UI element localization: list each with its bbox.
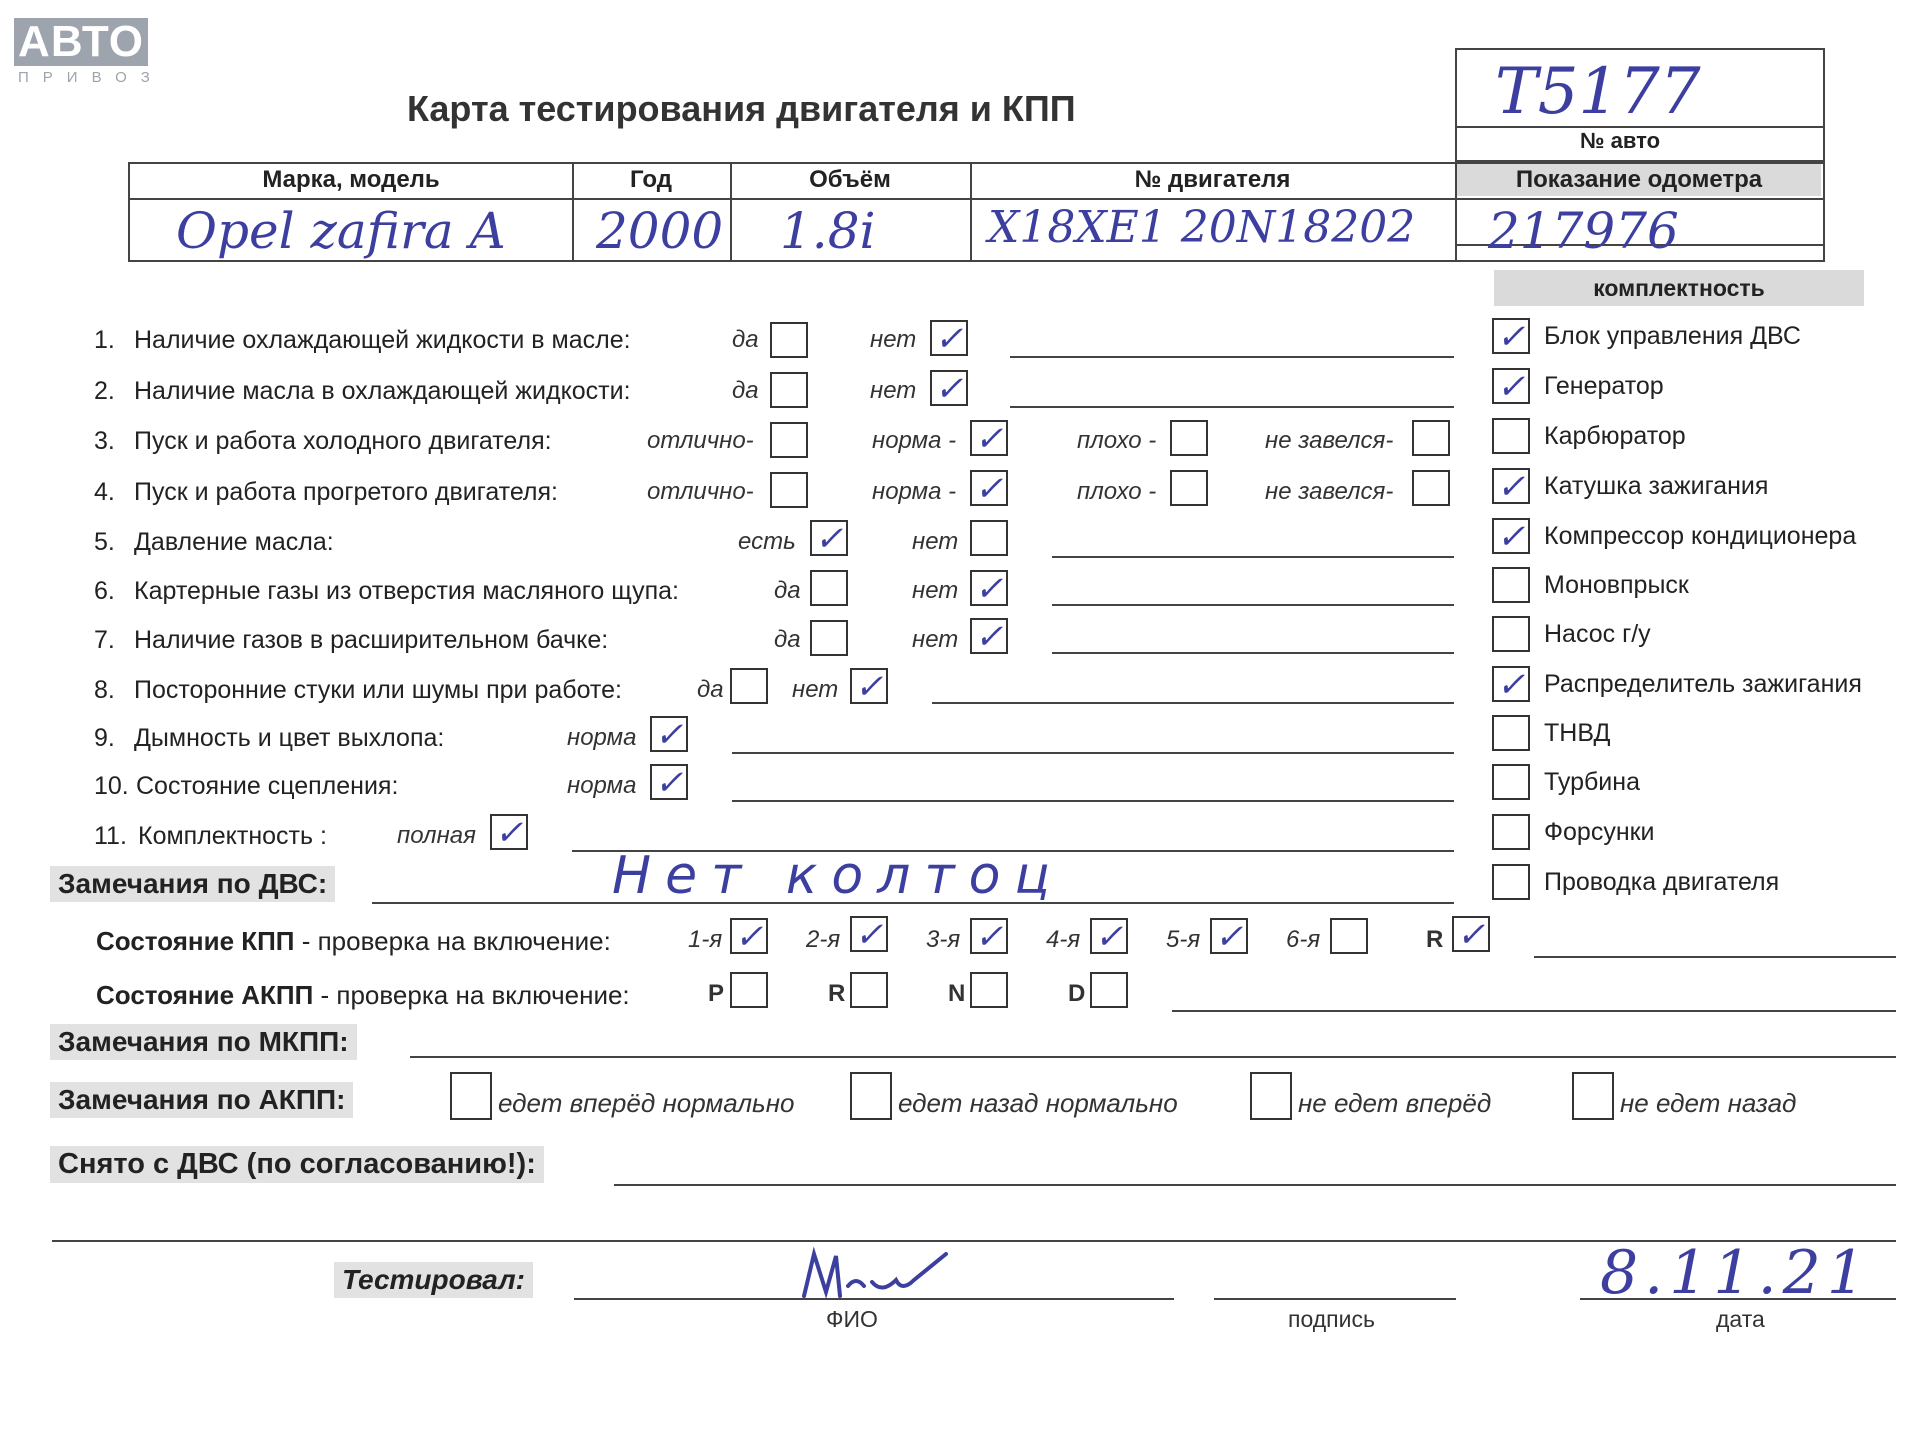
tested-label: Тестировал: — [334, 1262, 533, 1298]
akpp-line — [1172, 1010, 1896, 1012]
akpp-position-label: N — [948, 980, 966, 1007]
gear-label: 2-я — [806, 926, 841, 953]
date-line — [1580, 1298, 1896, 1300]
question-number: 5. — [94, 528, 115, 556]
option-checkbox[interactable]: ✓ — [650, 716, 688, 752]
signature-fio — [796, 1246, 976, 1302]
completeness-checkbox[interactable] — [1492, 418, 1530, 454]
akpp-remark-option: не едет назад — [1620, 1088, 1797, 1118]
option-label: нет — [912, 528, 959, 555]
option-label: отлично- — [647, 478, 754, 505]
gear-label: R — [1426, 926, 1444, 953]
value-volume: 1.8i — [780, 202, 876, 260]
completeness-label: Генератор — [1544, 372, 1664, 400]
question-number: 10. — [94, 772, 129, 800]
option-label: плохо - — [1077, 478, 1157, 505]
date-label: дата — [1716, 1306, 1765, 1332]
option-checkbox[interactable] — [970, 520, 1008, 556]
akpp-position-label: P — [708, 980, 725, 1007]
completeness-checkbox[interactable] — [1492, 567, 1530, 603]
completeness-checkbox[interactable]: ✓ — [1492, 318, 1530, 354]
value-year: 2000 — [596, 202, 724, 260]
question-text: Дымность и цвет выхлопа: — [134, 724, 445, 752]
option-label: норма - — [872, 478, 957, 505]
option-checkbox[interactable] — [810, 620, 848, 656]
akpp-position-label: D — [1068, 980, 1086, 1007]
signature-label: подпись — [1288, 1306, 1375, 1332]
signature-line — [1214, 1298, 1456, 1300]
gear-checkbox[interactable]: ✓ — [730, 918, 768, 954]
completeness-checkbox[interactable]: ✓ — [1492, 666, 1530, 702]
akpp-remark-option: едет назад нормально — [898, 1088, 1178, 1118]
option-label: да — [732, 326, 759, 353]
gear-checkbox[interactable] — [1330, 918, 1368, 954]
question-number: 2. — [94, 377, 115, 405]
question-text: Давление масла: — [134, 528, 334, 556]
gear-checkbox[interactable]: ✓ — [1210, 918, 1248, 954]
akpp-checkbox[interactable] — [850, 972, 888, 1008]
option-checkbox[interactable] — [770, 472, 808, 508]
header-year: Год — [630, 166, 672, 193]
fio-label: ФИО — [826, 1306, 878, 1332]
completeness-label: Проводка двигателя — [1544, 868, 1780, 896]
akpp-remark-option: не едет вперёд — [1298, 1088, 1492, 1118]
gear-label: 4-я — [1046, 926, 1081, 953]
logo-main: АВТО — [14, 18, 148, 66]
option-checkbox[interactable]: ✓ — [970, 570, 1008, 606]
header-odometer: Показание одометра — [1457, 164, 1821, 196]
option-checkbox[interactable] — [1412, 420, 1450, 456]
option-label: норма - — [872, 427, 957, 454]
option-checkbox[interactable] — [1170, 420, 1208, 456]
option-checkbox[interactable] — [810, 570, 848, 606]
kpp-label: Состояние КПП - проверка на включение: — [96, 926, 611, 956]
completeness-label: Катушка зажигания — [1544, 472, 1769, 500]
option-checkbox[interactable]: ✓ — [490, 814, 528, 850]
header-volume: Объём — [809, 166, 891, 193]
option-checkbox[interactable]: ✓ — [930, 370, 968, 406]
question-number: 6. — [94, 577, 115, 605]
option-checkbox[interactable] — [770, 422, 808, 458]
logo — [14, 18, 164, 86]
option-label: норма — [567, 724, 637, 751]
answer-line — [1052, 556, 1454, 558]
question-text: Наличие газов в расширительном бачке: — [134, 626, 609, 654]
akpp-checkbox[interactable] — [730, 972, 768, 1008]
gear-checkbox[interactable]: ✓ — [970, 918, 1008, 954]
value-make-model: Opel zafira A — [176, 202, 506, 260]
akpp-remark-checkbox[interactable] — [850, 1072, 892, 1120]
option-checkbox[interactable]: ✓ — [970, 618, 1008, 654]
question-number: 11. — [94, 822, 127, 850]
question-text: Наличие охлаждающей жидкости в масле: — [134, 326, 631, 354]
gear-label: 3-я — [926, 926, 961, 953]
mkpp-remarks-label: Замечания по МКПП: — [50, 1024, 357, 1060]
akpp-remark-option: едет вперёд нормально — [498, 1088, 795, 1118]
option-label: нет — [870, 377, 917, 404]
gear-checkbox[interactable]: ✓ — [1452, 916, 1490, 952]
akpp-position-label: R — [828, 980, 846, 1007]
completeness-checkbox[interactable]: ✓ — [1492, 368, 1530, 404]
akpp-label: Состояние АКПП - проверка на включение: — [96, 980, 630, 1010]
option-checkbox[interactable]: ✓ — [810, 520, 848, 556]
option-label: полная — [397, 822, 476, 849]
completeness-checkbox[interactable]: ✓ — [1492, 468, 1530, 504]
completeness-checkbox[interactable] — [1492, 864, 1530, 900]
question-text: Наличие масла в охлаждающей жидкости: — [134, 377, 631, 405]
option-label: плохо - — [1077, 427, 1157, 454]
engine-remarks-label: Замечания по ДВС: — [50, 866, 335, 902]
option-label: есть — [738, 528, 796, 555]
gear-label: 1-я — [688, 926, 723, 953]
completeness-label: Моновпрыск — [1544, 571, 1689, 599]
option-checkbox[interactable]: ✓ — [970, 470, 1008, 506]
akpp-checkbox[interactable] — [1090, 972, 1128, 1008]
answer-line — [1052, 604, 1454, 606]
answer-line — [732, 800, 1454, 802]
logo-sub: ПРИВОЗ — [18, 69, 164, 86]
completeness-label: Форсунки — [1544, 818, 1655, 846]
option-checkbox[interactable] — [770, 372, 808, 408]
completeness-checkbox[interactable] — [1492, 616, 1530, 652]
completeness-label: Карбюратор — [1544, 422, 1686, 450]
question-number: 8. — [94, 676, 115, 704]
completeness-label: Насос г/у — [1544, 620, 1651, 648]
akpp-checkbox[interactable] — [970, 972, 1008, 1008]
auto-number-value: Т5177 — [1495, 55, 1701, 129]
option-label: да — [774, 577, 801, 604]
question-number: 3. — [94, 427, 115, 455]
question-text: Состояние сцепления: — [136, 772, 399, 800]
option-label: не завелся- — [1265, 427, 1394, 454]
option-label: нет — [870, 326, 917, 353]
akpp-remark-checkbox[interactable] — [450, 1072, 492, 1120]
completeness-label: Блок управления ДВС — [1544, 322, 1801, 350]
header-engine-no: № двигателя — [1134, 166, 1291, 193]
engine-remarks-value: Нет колтоц — [612, 846, 1064, 906]
date-value: 8.11.21 — [1600, 1238, 1872, 1308]
option-label: отлично- — [647, 427, 754, 454]
question-number: 9. — [94, 724, 115, 752]
question-text: Посторонние стуки или шумы при работе: — [134, 676, 622, 704]
option-checkbox[interactable]: ✓ — [970, 420, 1008, 456]
auto-number-label: № авто — [1580, 128, 1661, 153]
completeness-title: комплектность — [1494, 270, 1864, 306]
completeness-checkbox[interactable] — [1492, 715, 1530, 751]
answer-line — [1052, 652, 1454, 654]
header-make-model: Марка, модель — [262, 166, 440, 193]
akpp-remark-checkbox[interactable] — [1250, 1072, 1292, 1120]
completeness-checkbox[interactable] — [1492, 814, 1530, 850]
removed-label: Снято с ДВС (по согласованию!): — [50, 1146, 544, 1183]
completeness-label: Компрессор кондиционера — [1544, 522, 1857, 550]
question-text: Комплектность : — [138, 822, 327, 850]
completeness-checkbox[interactable] — [1492, 764, 1530, 800]
completeness-label: Распределитель зажигания — [1544, 670, 1862, 698]
option-label: нет — [792, 676, 839, 703]
option-label: нет — [912, 626, 959, 653]
option-checkbox[interactable]: ✓ — [850, 668, 888, 704]
question-number: 1. — [94, 326, 115, 354]
option-checkbox[interactable] — [1170, 470, 1208, 506]
option-label: нет — [912, 577, 959, 604]
option-checkbox[interactable] — [1412, 470, 1450, 506]
answer-line — [1010, 406, 1454, 408]
gear-checkbox[interactable]: ✓ — [850, 916, 888, 952]
kpp-line — [1534, 956, 1896, 958]
gear-label: 6-я — [1286, 926, 1321, 953]
fio-line — [574, 1298, 1174, 1300]
option-checkbox[interactable] — [770, 322, 808, 358]
completeness-label: Турбина — [1544, 768, 1640, 796]
gear-label: 5-я — [1166, 926, 1201, 953]
question-number: 7. — [94, 626, 115, 654]
page-title: Карта тестирования двигателя и КПП — [407, 88, 1076, 129]
vehicle-table — [128, 162, 1825, 262]
option-label: да — [732, 377, 759, 404]
answer-line — [932, 702, 1454, 704]
option-label: норма — [567, 772, 637, 799]
value-odometer: 217976 — [1488, 202, 1679, 260]
akpp-remark-checkbox[interactable] — [1572, 1072, 1614, 1120]
option-checkbox[interactable] — [730, 668, 768, 704]
question-number: 4. — [94, 478, 115, 506]
mkpp-remarks-line — [410, 1056, 1896, 1058]
answer-line — [1010, 356, 1454, 358]
value-engine-no: X18XE1 20N18202 — [988, 202, 1416, 253]
option-label: да — [774, 626, 801, 653]
option-checkbox[interactable]: ✓ — [930, 320, 968, 356]
question-text: Пуск и работа холодного двигателя: — [134, 427, 552, 455]
option-checkbox[interactable]: ✓ — [650, 764, 688, 800]
question-text: Пуск и работа прогретого двигателя: — [134, 478, 558, 506]
question-text: Картерные газы из отверстия масляного щупа: — [134, 577, 679, 605]
akpp-remarks-label: Замечания по АКПП: — [50, 1082, 353, 1118]
gear-checkbox[interactable]: ✓ — [1090, 918, 1128, 954]
completeness-checkbox[interactable]: ✓ — [1492, 518, 1530, 554]
option-label: не завелся- — [1265, 478, 1394, 505]
option-label: да — [697, 676, 724, 703]
answer-line — [732, 752, 1454, 754]
removed-line — [614, 1184, 1896, 1186]
completeness-label: ТНВД — [1544, 719, 1611, 747]
